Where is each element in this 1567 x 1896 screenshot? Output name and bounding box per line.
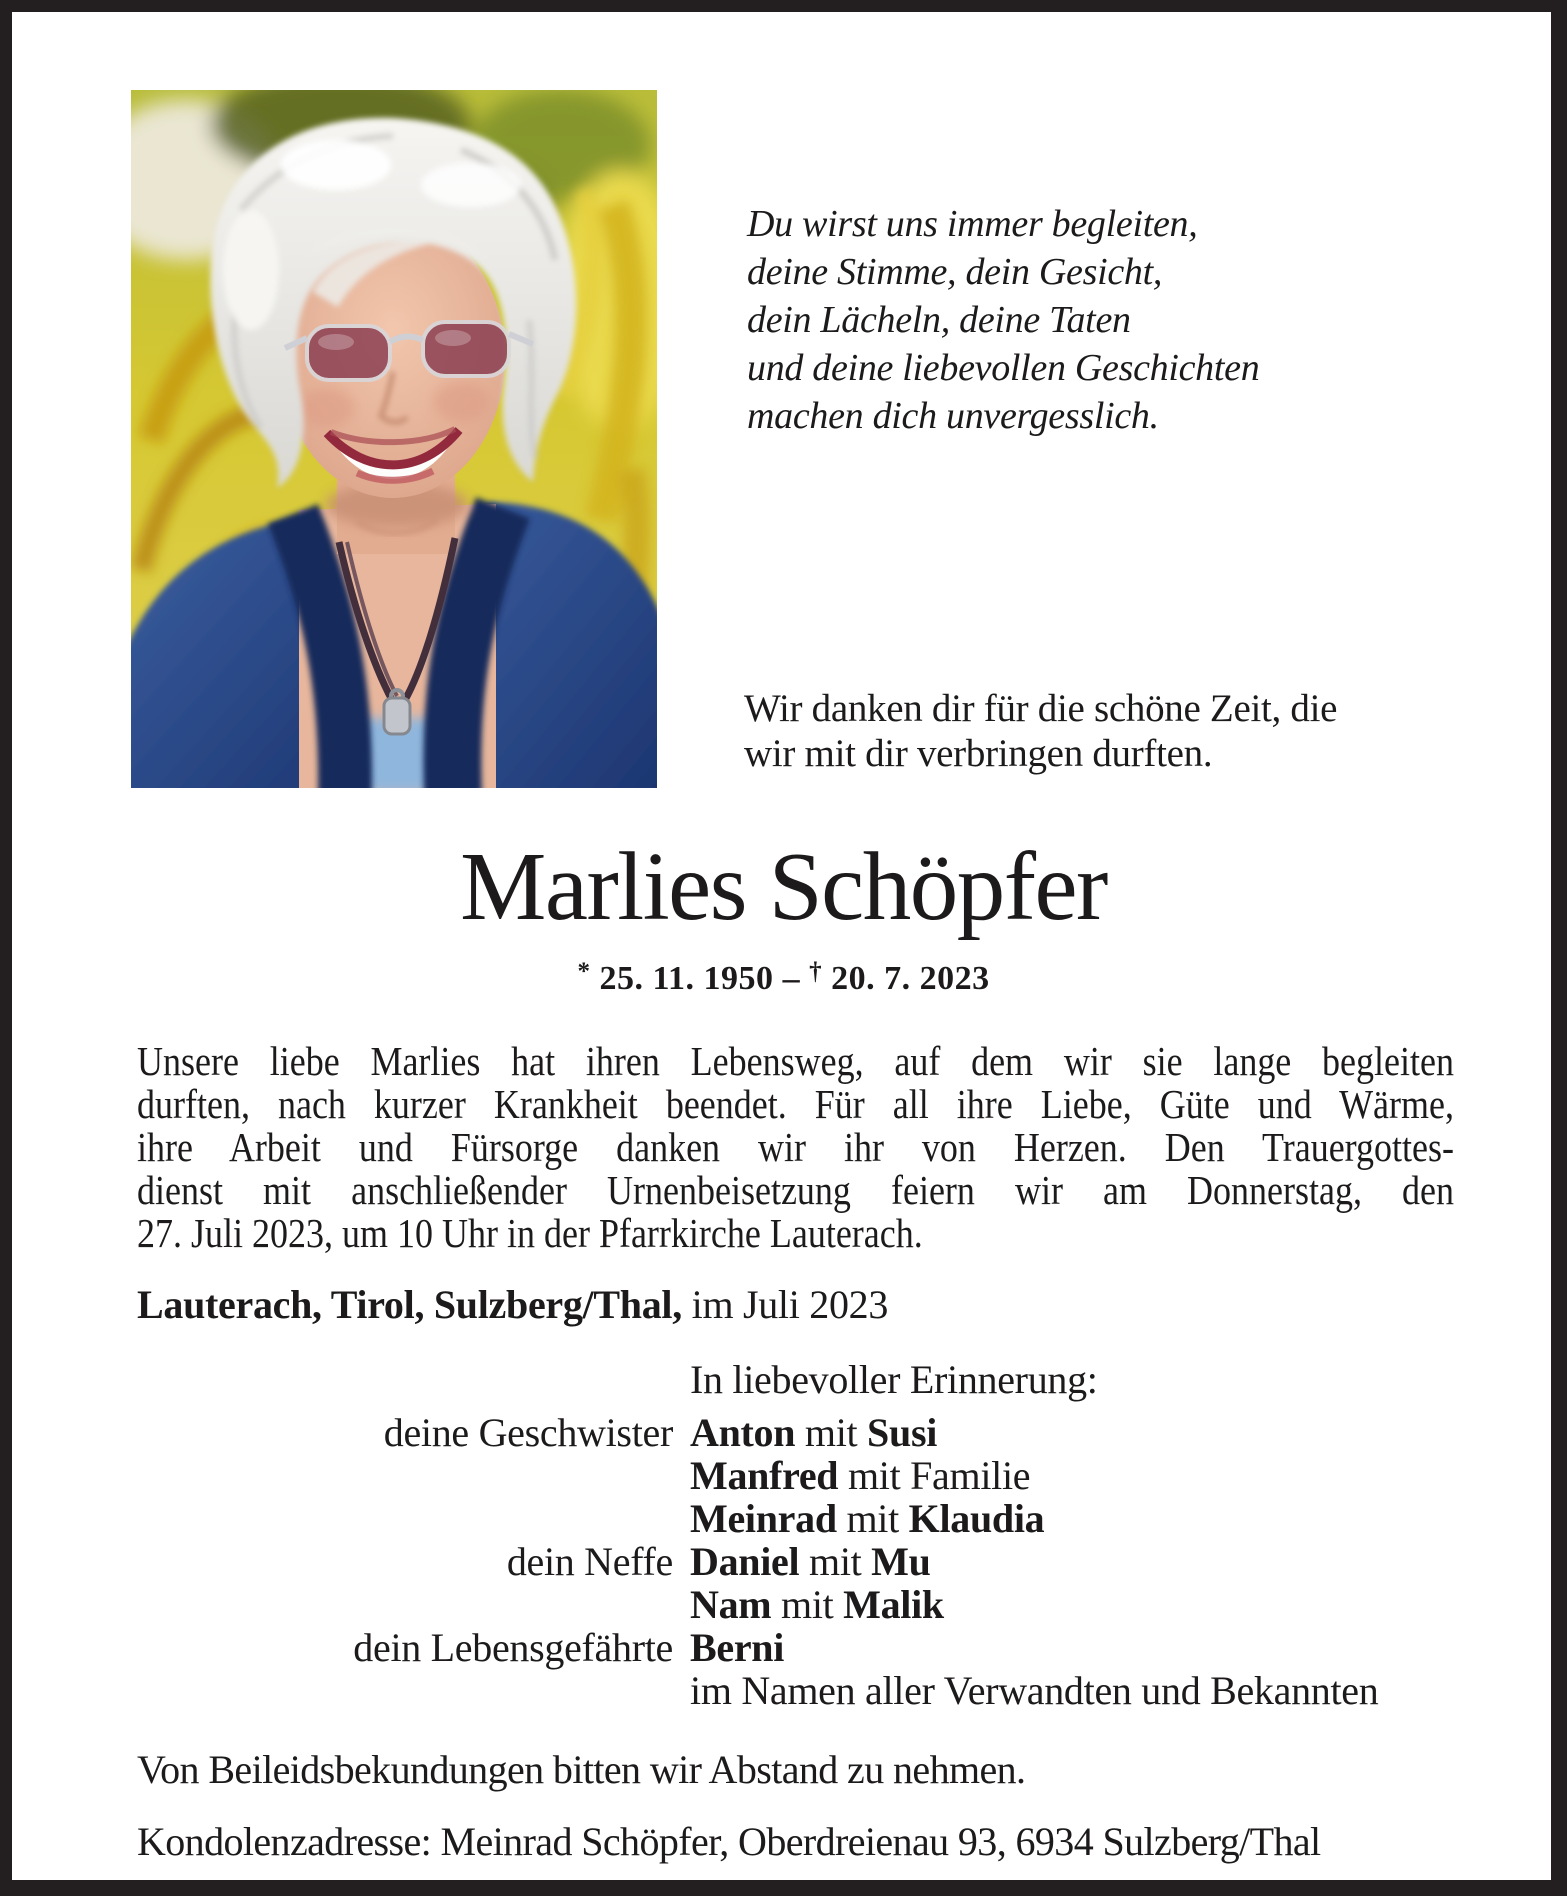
dateline-places: Lauterach, Tirol, Sulzberg/Thal, — [137, 1282, 682, 1327]
dateline — [137, 1281, 888, 1328]
deceased-name: Marlies Schöpfer — [460, 833, 1107, 940]
portrait-photo — [131, 90, 657, 788]
memorial-heading: In liebevoller Erinnerung: — [690, 1357, 1098, 1402]
memorial-row-label: dein Lebensgefährte — [353, 1625, 673, 1670]
memorial-row-names: Manfred mit Familie — [690, 1453, 1031, 1498]
memorial-row-names: im Namen aller Verwandten und Bekannten — [690, 1668, 1379, 1713]
thanks-line: wir mit dir verbringen durften. — [744, 732, 1213, 775]
born-star-icon: * — [577, 958, 591, 985]
thanks-line: Wir danken dir für die schöne Zeit, die — [744, 687, 1338, 730]
condolence-note: Von Beileidsbekundungen bitten wir Abstand zu nehmen. — [137, 1747, 1026, 1792]
memorial-row-label — [0, 1583, 673, 1626]
poem-line: dein Lächeln, deine Taten — [747, 299, 1131, 341]
birth-date: 25. 11. 1950 — [599, 960, 774, 997]
death-date: 20. 7. 2023 — [831, 960, 990, 997]
life-dates — [0, 958, 1567, 998]
dateline-date: im Juli 2023 — [691, 1282, 889, 1327]
memorial-row-label — [0, 1454, 673, 1497]
memorial-poem — [747, 200, 1259, 440]
memorial-row — [0, 1583, 1540, 1626]
memorial-row — [0, 1411, 1540, 1454]
poem-line: machen dich unvergesslich. — [747, 395, 1159, 437]
died-cross-icon: † — [809, 958, 823, 985]
memorial-list — [0, 1411, 1540, 1712]
memorial-row — [0, 1454, 1540, 1497]
memorial-row-names: Nam mit Malik — [690, 1582, 944, 1627]
memorial-row — [0, 1497, 1540, 1540]
poem-line: und deine liebevollen Geschichten — [747, 347, 1260, 389]
thanks-text — [744, 686, 1337, 776]
memorial-row-label — [0, 1497, 673, 1540]
poem-line: deine Stimme, dein Gesicht, — [747, 251, 1163, 293]
obituary-line: ihre Arbeit und Fürsorge danken wir ihr von Herzen. Den Trauergottes- — [137, 1124, 1454, 1170]
memorial-row-label — [0, 1669, 673, 1712]
obituary-line: dienst mit anschließender Urnenbeisetzung feiern wir am Donnerstag, den — [137, 1167, 1454, 1213]
memorial-row-label: dein Neffe — [506, 1539, 673, 1584]
poem-line: Du wirst uns immer begleiten, — [747, 203, 1198, 245]
obituary-line: durften, nach kurzer Krankheit beendet. Für all ihre Liebe, Güte und Wärme, — [137, 1081, 1454, 1127]
obituary-line: Unsere liebe Marlies hat ihren Lebensweg, auf dem wir sie lange begleiten — [137, 1038, 1454, 1084]
portrait-photo-graphic — [131, 90, 657, 788]
memorial-row — [0, 1540, 1540, 1583]
dates-dash: – — [782, 960, 801, 997]
memorial-row-label: deine Geschwister — [383, 1410, 673, 1455]
memorial-row — [0, 1669, 1540, 1712]
memorial-row-names: Daniel mit Mu — [690, 1539, 931, 1584]
memorial-row-names: Meinrad mit Klaudia — [690, 1496, 1045, 1541]
obituary-line: 27. Juli 2023, um 10 Uhr in der Pfarrkirche Lauterach. — [137, 1210, 923, 1256]
memorial-row-names: Anton mit Susi — [690, 1410, 938, 1455]
condolence-address: Kondolenzadresse: Meinrad Schöpfer, Oberdreienau 93, 6934 Sulzberg/Thal — [137, 1819, 1321, 1864]
obituary-text — [137, 1040, 1454, 1255]
memorial-row — [0, 1626, 1540, 1669]
memorial-row-names: Berni — [690, 1625, 785, 1670]
